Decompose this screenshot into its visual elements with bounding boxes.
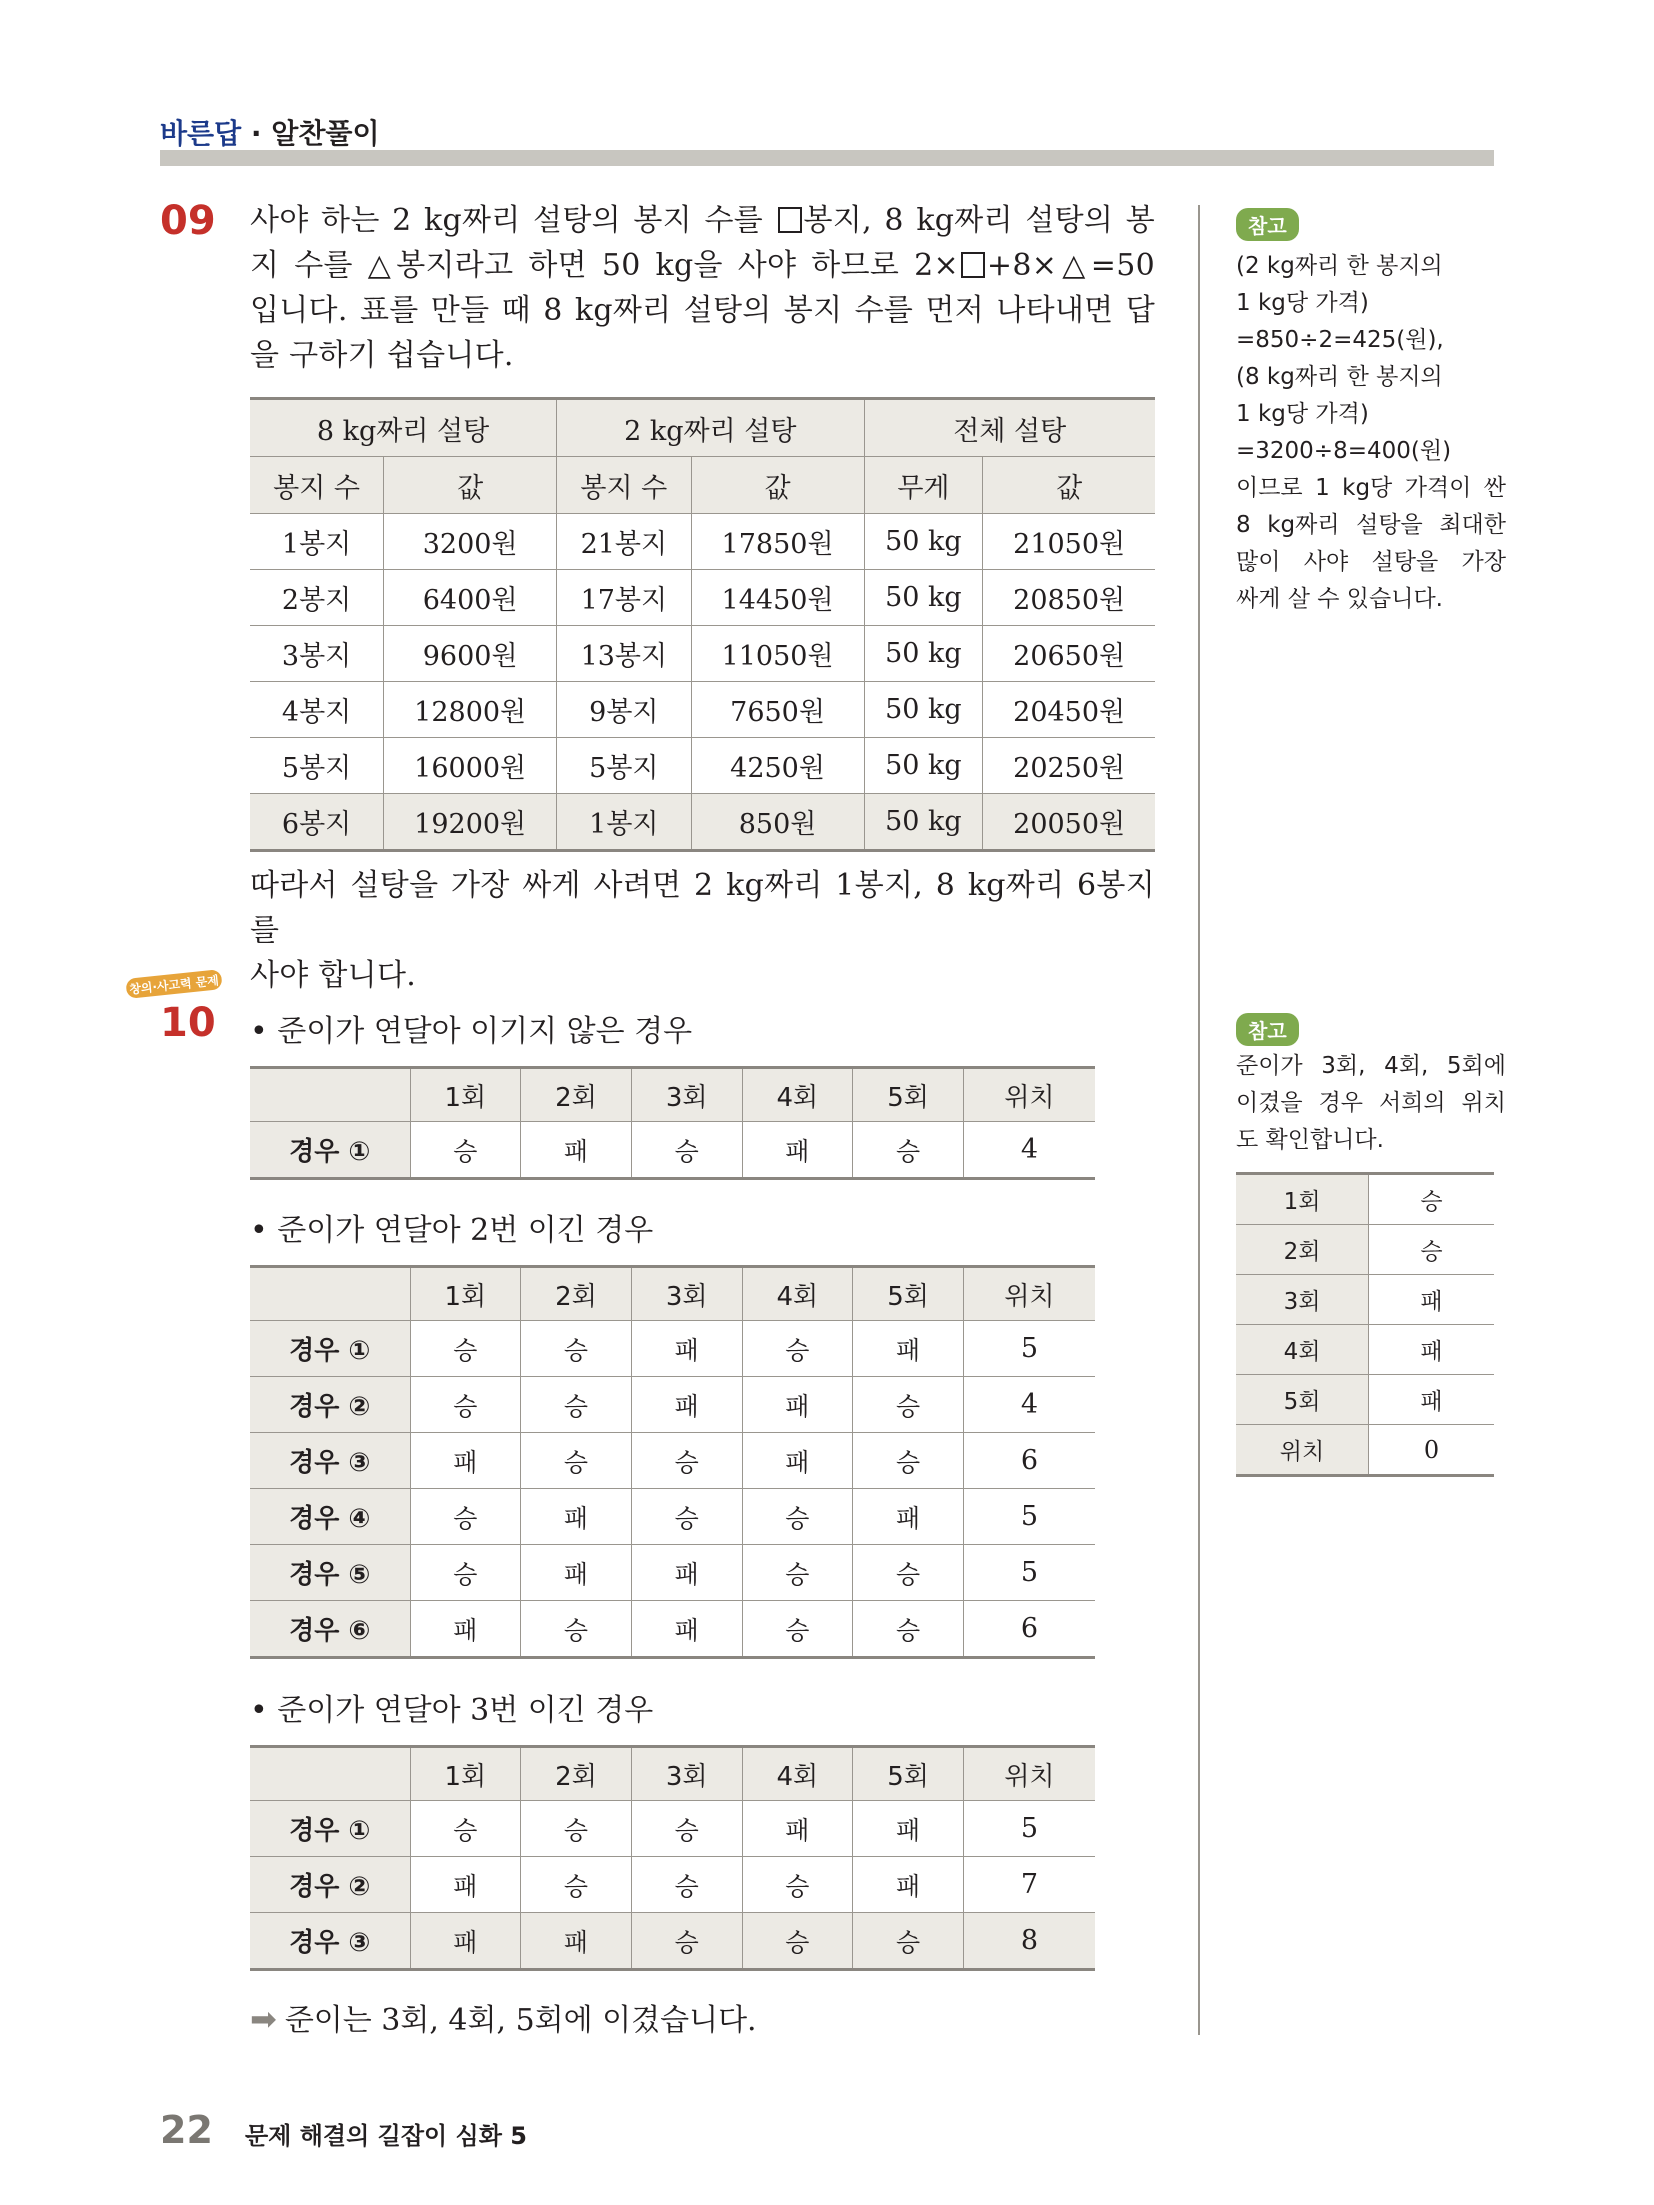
table-row	[1236, 1275, 1494, 1325]
note-line: 1 kg당 가격)	[1236, 401, 1369, 427]
table-cell: 승	[742, 1545, 853, 1601]
table-cell: 20050원	[983, 794, 1155, 851]
section-b-title: • 준이가 연달아 2번 이긴 경우	[250, 1213, 654, 1248]
table-row	[250, 1601, 1095, 1658]
table-cell: 승	[410, 1122, 521, 1179]
table-cell: 6	[963, 1601, 1095, 1658]
round-label: 2회	[1236, 1225, 1369, 1275]
header-bar	[160, 150, 1494, 166]
table-cell: 패	[410, 1857, 521, 1913]
header-cell: 5회	[853, 1747, 964, 1801]
note-line: 1 kg당 가격)	[1236, 290, 1369, 316]
row-header: 경우 ②	[250, 1857, 410, 1913]
position-value: 0	[1369, 1425, 1495, 1476]
header-subsection: 알찬풀이	[271, 117, 380, 150]
case-table-three-consecutive	[250, 1745, 1095, 1971]
problem-10-number: 10	[160, 1000, 216, 1046]
round-label: 5회	[1236, 1375, 1369, 1425]
table-cell: 12800원	[384, 682, 557, 738]
table-row	[250, 1545, 1095, 1601]
table-cell: 패	[410, 1433, 521, 1489]
header-cell: 1회	[410, 1747, 521, 1801]
table-row-highlight	[250, 794, 1155, 851]
header-cell: 2회	[521, 1267, 632, 1321]
section-a-title: • 준이가 연달아 이기지 않은 경우	[250, 1014, 693, 1049]
table-header-row	[250, 1267, 1095, 1321]
subheader-cell: 무게	[864, 457, 983, 514]
header-cell: 위치	[963, 1068, 1095, 1122]
table-cell: 7	[963, 1857, 1095, 1913]
table-cell: 11050원	[691, 626, 864, 682]
table-cell: 5봉지	[557, 738, 691, 794]
row-header: 경우 ①	[250, 1801, 410, 1857]
table-cell: 패	[410, 1601, 521, 1658]
square-symbol	[778, 207, 802, 233]
note-2	[1236, 1048, 1506, 1159]
conclusion-line: 사야 합니다.	[250, 958, 417, 993]
round-label: 3회	[1236, 1275, 1369, 1325]
round-label: 1회	[1236, 1174, 1369, 1225]
table-cell: 패	[631, 1545, 742, 1601]
table-cell: 패	[742, 1122, 853, 1179]
table-cell: 19200원	[384, 794, 557, 851]
table-cell: 7650원	[691, 682, 864, 738]
problem-09-number: 09	[160, 198, 216, 244]
table-cell: 50 kg	[864, 738, 983, 794]
table-cell: 승	[410, 1545, 521, 1601]
table-cell: 패	[853, 1801, 964, 1857]
table-cell: 승	[853, 1433, 964, 1489]
round-result: 패	[1369, 1325, 1495, 1375]
table-cell: 승	[631, 1913, 742, 1970]
header-cell: 4회	[742, 1068, 853, 1122]
table-cell: 2봉지	[250, 570, 384, 626]
intro-line: 을 구하기 쉽습니다.	[250, 338, 514, 373]
table-row-highlight	[250, 1913, 1095, 1970]
intro-line: 입니다. 표를 만들 때 8 kg짜리 설탕의 봉지 수를 먼저 나타내면 답	[250, 293, 1155, 328]
subheader-cell: 값	[983, 457, 1155, 514]
table-cell: 승	[853, 1545, 964, 1601]
intro-line: 지 수를 △봉지라고 하면 50 kg을 사야 하므로 2× +8×△=50	[250, 248, 1156, 283]
header-cell: 3회	[631, 1267, 742, 1321]
table-cell: 승	[410, 1801, 521, 1857]
table-row	[250, 1377, 1095, 1433]
table-header-row	[250, 1747, 1095, 1801]
final-answer-text: 준이는 3회, 4회, 5회에 이겼습니다.	[284, 2003, 757, 2038]
table-cell: 패	[631, 1321, 742, 1377]
header-cell	[250, 1068, 410, 1122]
table-cell: 승	[853, 1122, 964, 1179]
table-row	[250, 1122, 1095, 1179]
problem-09-intro	[250, 198, 1155, 378]
row-header: 경우 ⑤	[250, 1545, 410, 1601]
header-cell: 1회	[410, 1068, 521, 1122]
table-cell: 5	[963, 1545, 1095, 1601]
table-cell: 20450원	[983, 682, 1155, 738]
table-row	[250, 738, 1155, 794]
table-cell: 패	[631, 1601, 742, 1658]
table-row	[250, 1489, 1095, 1545]
table-cell: 16000원	[384, 738, 557, 794]
final-answer	[250, 1995, 757, 2039]
table-cell: 승	[742, 1857, 853, 1913]
table-row	[1236, 1375, 1494, 1425]
badge-label: 창의·사고력 문제	[128, 973, 220, 997]
header-cell: 3회	[631, 1068, 742, 1122]
table-subheader	[250, 457, 1155, 514]
note-1	[1236, 248, 1506, 618]
problem-09-conclusion	[250, 863, 1155, 998]
header-cell: 위치	[963, 1747, 1095, 1801]
table-row	[250, 514, 1155, 570]
sugar-price-table	[250, 397, 1155, 852]
header-cell: 2회	[521, 1747, 632, 1801]
table-cell: 3200원	[384, 514, 557, 570]
table-cell: 4	[963, 1377, 1095, 1433]
page-header	[160, 112, 380, 152]
table-cell: 승	[521, 1433, 632, 1489]
table-row	[250, 1433, 1095, 1489]
note-line: 준이가 3회, 4회, 5회에	[1236, 1053, 1506, 1079]
row-header: 경우 ②	[250, 1377, 410, 1433]
table-cell: 850원	[691, 794, 864, 851]
table-cell: 승	[631, 1489, 742, 1545]
table-cell: 9봉지	[557, 682, 691, 738]
section-c-title: • 준이가 연달아 3번 이긴 경우	[250, 1693, 654, 1728]
group-total: 전체 설탕	[864, 399, 1155, 457]
table-cell: 6	[963, 1433, 1095, 1489]
note-line: 도 확인합니다.	[1236, 1127, 1384, 1153]
table-row	[250, 1321, 1095, 1377]
table-cell: 승	[853, 1601, 964, 1658]
table-cell: 승	[742, 1913, 853, 1970]
header-section: 바른답	[160, 117, 242, 150]
note-2-tag: 참고	[1236, 1013, 1299, 1046]
table-cell: 4250원	[691, 738, 864, 794]
table-cell: 1봉지	[250, 514, 384, 570]
table-row	[1236, 1225, 1494, 1275]
table-cell: 승	[521, 1321, 632, 1377]
table-cell: 승	[742, 1321, 853, 1377]
table-cell: 3봉지	[250, 626, 384, 682]
table-cell: 21050원	[983, 514, 1155, 570]
table-cell: 승	[631, 1122, 742, 1179]
table-cell: 4	[963, 1122, 1095, 1179]
subheader-cell: 값	[691, 457, 864, 514]
table-cell: 승	[631, 1801, 742, 1857]
table-cell: 승	[742, 1601, 853, 1658]
table-cell: 승	[521, 1801, 632, 1857]
table-row	[250, 626, 1155, 682]
table-cell: 50 kg	[864, 626, 983, 682]
round-label: 4회	[1236, 1325, 1369, 1375]
table-cell: 승	[521, 1601, 632, 1658]
book-title: 문제 해결의 길잡이 심화 5	[245, 2122, 527, 2150]
row-header: 경우 ③	[250, 1913, 410, 1970]
table-cell: 승	[631, 1857, 742, 1913]
round-result: 패	[1369, 1375, 1495, 1425]
table-row	[1236, 1325, 1494, 1375]
table-cell: 50 kg	[864, 682, 983, 738]
table-cell: 20850원	[983, 570, 1155, 626]
table-cell: 17850원	[691, 514, 864, 570]
round-result: 승	[1369, 1174, 1495, 1225]
header-cell: 1회	[410, 1267, 521, 1321]
intro-line: 사야 하는 2 kg짜리 설탕의 봉지 수를 봉지, 8 kg짜리 설탕의 봉	[250, 203, 1155, 238]
table-cell: 승	[521, 1857, 632, 1913]
row-header: 경우 ①	[250, 1321, 410, 1377]
square-symbol	[961, 252, 985, 278]
header-cell	[250, 1267, 410, 1321]
table-row	[250, 570, 1155, 626]
note-1-tag: 참고	[1236, 208, 1299, 241]
subheader-cell: 값	[384, 457, 557, 514]
case-table-two-consecutive	[250, 1265, 1095, 1659]
header-cell: 3회	[631, 1747, 742, 1801]
subheader-cell: 봉지 수	[250, 457, 384, 514]
creative-problem-badge	[125, 967, 223, 1001]
note-line: 이므로 1 kg당 가격이 싼	[1236, 475, 1506, 501]
round-result: 승	[1369, 1225, 1495, 1275]
table-cell: 패	[853, 1489, 964, 1545]
table-cell: 패	[742, 1377, 853, 1433]
column-divider	[1198, 205, 1200, 2035]
table-cell: 패	[410, 1913, 521, 1970]
table-cell: 6400원	[384, 570, 557, 626]
table-cell: 승	[521, 1377, 632, 1433]
header-cell: 4회	[742, 1747, 853, 1801]
header-cell: 5회	[853, 1068, 964, 1122]
table-row	[250, 682, 1155, 738]
table-cell: 6봉지	[250, 794, 384, 851]
note-line: 많이 사야 설탕을 가장	[1236, 549, 1506, 575]
table-cell: 승	[410, 1489, 521, 1545]
subheader-cell: 봉지 수	[557, 457, 691, 514]
row-header: 경우 ④	[250, 1489, 410, 1545]
note-line: (2 kg짜리 한 봉지의	[1236, 253, 1443, 279]
table-cell: 1봉지	[557, 794, 691, 851]
table-row	[250, 1801, 1095, 1857]
table-cell: 패	[521, 1913, 632, 1970]
row-header: 경우 ①	[250, 1122, 410, 1179]
table-cell: 패	[742, 1801, 853, 1857]
table-cell: 5봉지	[250, 738, 384, 794]
table-cell: 4봉지	[250, 682, 384, 738]
table-cell: 17봉지	[557, 570, 691, 626]
table-cell: 패	[631, 1377, 742, 1433]
table-cell: 21봉지	[557, 514, 691, 570]
table-cell: 승	[742, 1489, 853, 1545]
table-cell: 패	[521, 1545, 632, 1601]
table-group-header	[250, 399, 1155, 457]
row-header: 경우 ⑥	[250, 1601, 410, 1658]
table-cell: 50 kg	[864, 514, 983, 570]
header-cell: 5회	[853, 1267, 964, 1321]
group-8kg: 8 kg짜리 설탕	[250, 399, 557, 457]
table-cell: 20250원	[983, 738, 1155, 794]
table-cell: 5	[963, 1801, 1095, 1857]
table-row	[1236, 1425, 1494, 1476]
seohee-position-table	[1236, 1172, 1494, 1477]
group-2kg: 2 kg짜리 설탕	[557, 399, 864, 457]
table-cell: 패	[853, 1321, 964, 1377]
table-cell: 8	[963, 1913, 1095, 1970]
table-cell: 패	[853, 1857, 964, 1913]
note-line: 이겼을 경우 서희의 위치	[1236, 1090, 1506, 1116]
table-cell: 5	[963, 1489, 1095, 1545]
position-label: 위치	[1236, 1425, 1369, 1476]
table-row	[1236, 1174, 1494, 1225]
table-cell: 50 kg	[864, 570, 983, 626]
table-cell: 승	[410, 1321, 521, 1377]
header-separator: ·	[250, 117, 262, 150]
table-row	[250, 1857, 1095, 1913]
table-cell: 패	[521, 1122, 632, 1179]
note-line: 싸게 살 수 있습니다.	[1236, 586, 1443, 612]
table-cell: 패	[521, 1489, 632, 1545]
table-cell: 13봉지	[557, 626, 691, 682]
note-line: =3200÷8=400(원)	[1236, 438, 1452, 464]
table-cell: 승	[853, 1913, 964, 1970]
table-cell: 50 kg	[864, 794, 983, 851]
case-table-no-consecutive	[250, 1066, 1095, 1180]
header-cell: 4회	[742, 1267, 853, 1321]
note-line: (8 kg짜리 한 봉지의	[1236, 364, 1443, 390]
table-cell: 패	[742, 1433, 853, 1489]
row-header: 경우 ③	[250, 1433, 410, 1489]
table-cell: 9600원	[384, 626, 557, 682]
note-line: =850÷2=425(원),	[1236, 327, 1444, 353]
table-header-row	[250, 1068, 1095, 1122]
header-cell	[250, 1747, 410, 1801]
round-result: 패	[1369, 1275, 1495, 1325]
page-number: 22	[160, 2108, 213, 2152]
table-cell: 승	[853, 1377, 964, 1433]
table-cell: 20650원	[983, 626, 1155, 682]
conclusion-line: 따라서 설탕을 가장 싸게 사려면 2 kg짜리 1봉지, 8 kg짜리 6봉지를	[250, 868, 1155, 948]
table-cell: 5	[963, 1321, 1095, 1377]
note-line: 8 kg짜리 설탕을 최대한	[1236, 512, 1506, 538]
table-cell: 승	[631, 1433, 742, 1489]
header-cell: 2회	[521, 1068, 632, 1122]
header-cell: 위치	[963, 1267, 1095, 1321]
table-cell: 승	[410, 1377, 521, 1433]
table-cell: 14450원	[691, 570, 864, 626]
right-arrow-icon: ➡	[250, 2000, 277, 2038]
